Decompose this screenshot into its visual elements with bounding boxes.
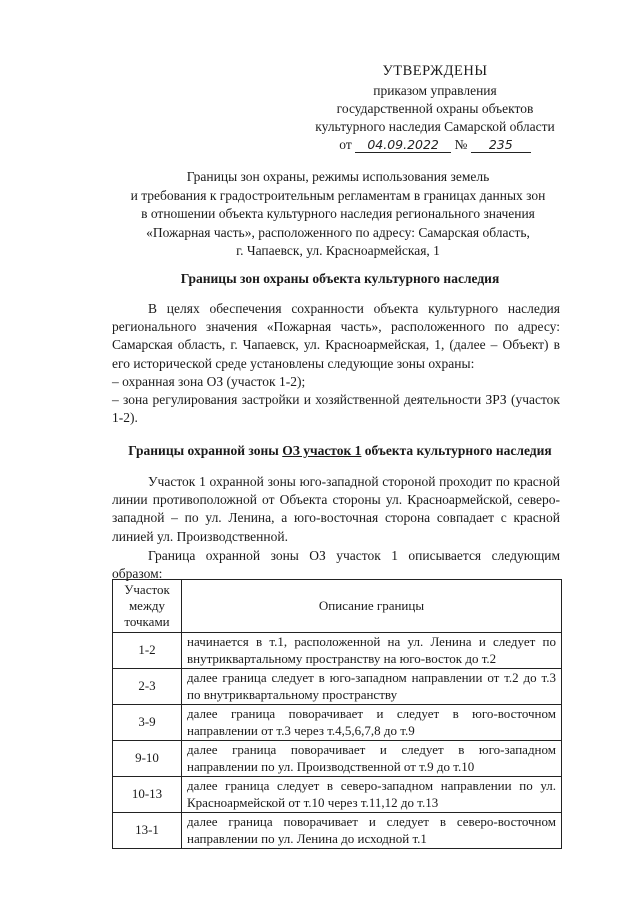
section2-heading-post: объекта культурного наследия xyxy=(361,443,552,458)
section2-heading xyxy=(60,443,620,459)
table-row xyxy=(113,633,562,669)
boundary-table xyxy=(112,579,562,849)
approval-dateline xyxy=(300,136,570,154)
zone-list-item: – охранная зона ОЗ (участок 1-2); xyxy=(112,373,306,389)
description-cell: далее граница следует в северо-западном направлении по ул. Красноармейской от т.10 через т.11,12 до т.13 xyxy=(182,777,562,813)
table-row xyxy=(113,813,562,849)
section1-paragraph: В целях обеспечения сохранности объекта культурного наследия регионального значения «Пожарная часть», расположенного по адресу: Самарская область, г. Чапаевск, ул. Красноармейская, 1, (далее – Объект) в его исторической среде установлены следующие зоны охраны: xyxy=(112,301,560,371)
header-description: Описание границы xyxy=(182,580,562,633)
section1-body xyxy=(112,300,560,427)
number-label: № xyxy=(454,137,468,152)
section2-heading-pre: Границы охранной зоны xyxy=(128,443,283,458)
table-row xyxy=(113,741,562,777)
title-line: г. Чапаевск, ул. Красноармейская, 1 xyxy=(236,243,440,258)
handwritten-date: 04.09.2022 xyxy=(355,138,451,153)
segment-cell: 3-9 xyxy=(113,705,182,741)
segment-cell: 2-3 xyxy=(113,669,182,705)
description-cell: начинается в т.1, расположенной на ул. Ленина и следует по внутриквартальному пространству на юго-восток до т.2 xyxy=(182,633,562,669)
table-row xyxy=(113,669,562,705)
from-label: от xyxy=(339,137,352,152)
section2-heading-underlined: ОЗ участок 1 xyxy=(282,443,362,458)
title-line: и требования к градостроительным регламентам в границах данных зон xyxy=(130,187,546,203)
zone-list-item: – зона регулирования застройки и хозяйственной деятельности ЗРЗ (участок 1-2). xyxy=(112,392,560,426)
description-cell: далее граница следует в юго-западном направлении от т.2 до т.3 по внутриквартальному пространству xyxy=(182,669,562,705)
handwritten-number: 235 xyxy=(471,138,531,153)
section2-intro: Граница охранной зоны ОЗ участок 1 описывается следующим образом: xyxy=(112,548,560,582)
title-line: Границы зон охраны, режимы использования земель xyxy=(186,169,490,184)
title-line: «Пожарная часть», расположенного по адресу: Самарская область, xyxy=(146,224,530,240)
section1-heading: Границы зон охраны объекта культурного наследия xyxy=(180,271,500,286)
table-header-row xyxy=(113,580,562,633)
section2-paragraph: Участок 1 охранной зоны юго-западной стороной проходит по красной линии противоположной от Объекта стороны ул. Красноармейской, северо-западной – по ул. Ленина, а юго-восточная сторона совпадает с красной линией ул. Производственной. xyxy=(112,474,560,544)
segment-cell: 1-2 xyxy=(113,633,182,669)
document-title xyxy=(88,168,588,261)
table-row xyxy=(113,777,562,813)
description-cell: далее граница поворачивает и следует в северо-восточном направлении по ул. Ленина до исходной т.1 xyxy=(182,813,562,849)
approval-block xyxy=(300,62,570,154)
segment-cell: 9-10 xyxy=(113,741,182,777)
segment-cell: 13-1 xyxy=(113,813,182,849)
header-segment: Участок между точками xyxy=(113,580,182,633)
segment-cell: 10-13 xyxy=(113,777,182,813)
approval-heading: УТВЕРЖДЕНЫ xyxy=(382,63,488,79)
table-row xyxy=(113,705,562,741)
description-cell: далее граница поворачивает и следует в юго-западном направлении по ул. Производственной от т.9 до т.10 xyxy=(182,741,562,777)
approval-line-3: культурного наследия Самарской области xyxy=(315,119,555,134)
title-line: в отношении объекта культурного наследия регионального значения xyxy=(141,206,535,221)
approval-line-2: государственной охраны объектов xyxy=(336,101,534,116)
approval-line-1: приказом управления xyxy=(373,83,497,98)
description-cell: далее граница поворачивает и следует в юго-восточном направлении от т.3 через т.4,5,6,7,8 до т.9 xyxy=(182,705,562,741)
